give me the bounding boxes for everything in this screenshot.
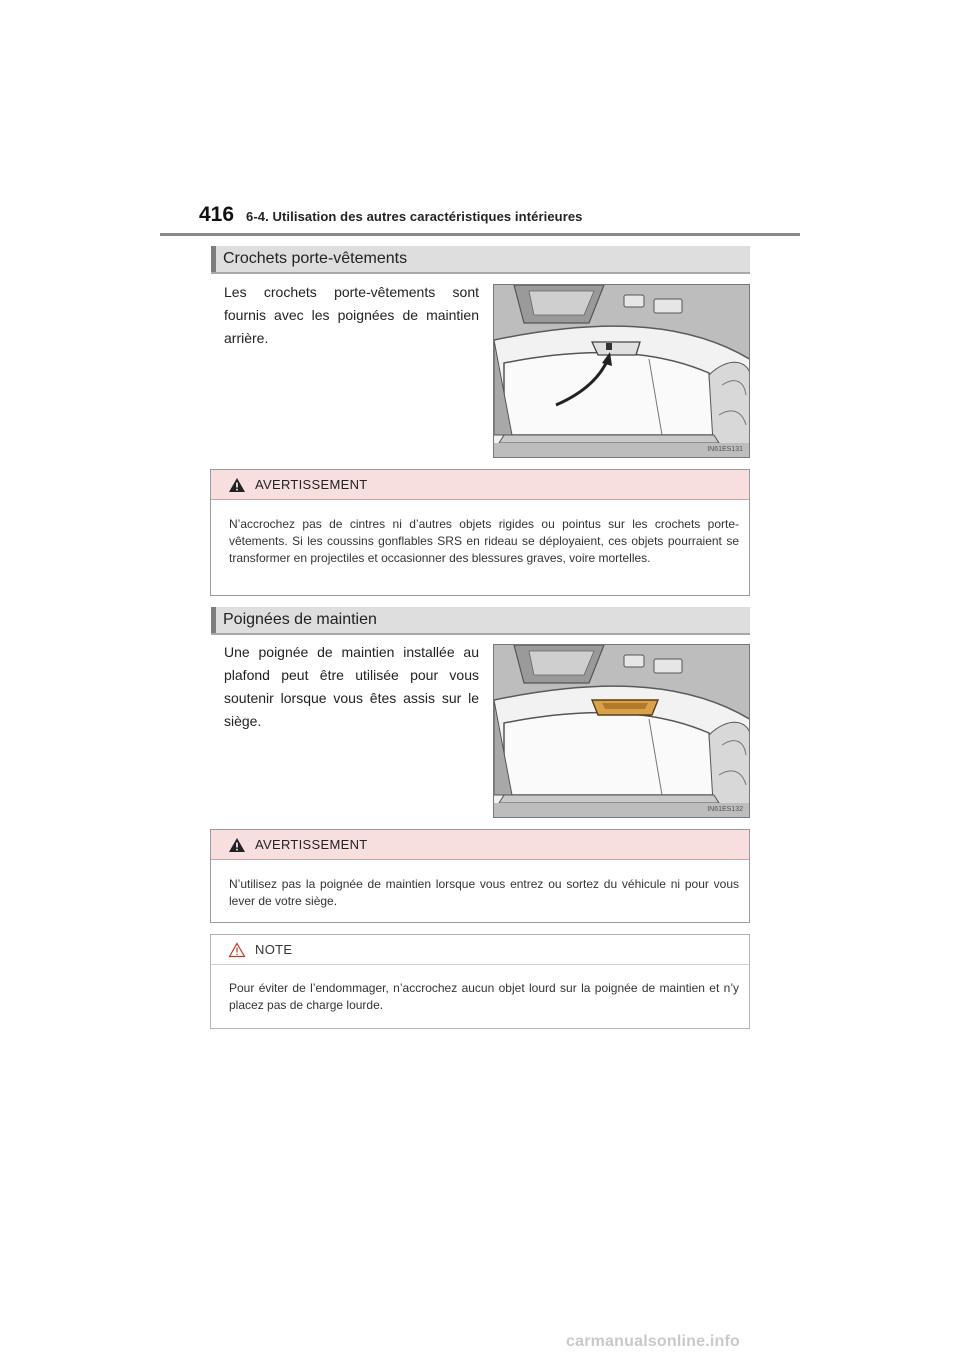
- warning-triangle-icon: [228, 477, 246, 493]
- note-box: [210, 934, 750, 1029]
- chapter-title: 6-4. Utilisation des autres caractéristiques intérieures: [246, 209, 583, 224]
- section-heading-bar: [211, 607, 216, 633]
- section-heading-clothes-hooks: [211, 246, 750, 274]
- warning-text: N’accrochez pas de cintres ni d’autres objets rigides ou pointus sur les crochets porte-vêtements. Si les coussins gonflables SRS en rideau se déployaient, ces objets pourraient se transformer en projectiles et occasionner des blessures graves, voire mortelles.: [229, 517, 739, 565]
- note-header: [211, 935, 749, 965]
- page-number: 416: [199, 203, 235, 226]
- assist-grips-paragraph: Une poignée de maintien installée au plafond peut être utilisée pour vous soutenir lorsque vous êtes assis sur le siège.: [224, 644, 479, 729]
- illustration-code: IN61ES132: [707, 806, 743, 813]
- section-heading-title: Crochets porte-vêtements: [223, 250, 408, 267]
- warning-triangle-icon: [228, 837, 246, 853]
- section-heading-bar: [211, 246, 216, 272]
- warning-text: N’utilisez pas la poignée de maintien lorsque vous entrez ou sortez du véhicule ni pour vous lever de votre siège.: [229, 877, 739, 908]
- car-interior-grip-drawing: [494, 645, 750, 818]
- warning-header: [211, 470, 749, 500]
- caution-outline-triangle-icon: [228, 942, 246, 958]
- car-interior-hook-drawing: [494, 285, 750, 458]
- section-heading-assist-grips: [211, 607, 750, 635]
- note-text: Pour éviter de l’endommager, n’accrochez aucun objet lourd sur la poignée de maintien et n’y placez pas de charge lourde.: [229, 981, 739, 1012]
- warning-box-assist-grips: [210, 829, 750, 923]
- illustration-code: IN61ES131: [707, 446, 743, 453]
- section-heading-title: Poignées de maintien: [223, 611, 377, 628]
- warning-label: AVERTISSEMENT: [255, 477, 368, 492]
- header-rule: [160, 233, 800, 236]
- site-watermark: carmanualsonline.info: [566, 1333, 741, 1350]
- clothes-hook-illustration: [493, 284, 750, 458]
- clothes-hooks-paragraph: Les crochets porte-vêtements sont fournis avec les poignées de maintien arrière.: [224, 284, 479, 346]
- warning-box-clothes-hooks: [210, 469, 750, 596]
- note-label: NOTE: [255, 942, 293, 957]
- warning-header: [211, 830, 749, 860]
- assist-grip-illustration: [493, 644, 750, 818]
- warning-label: AVERTISSEMENT: [255, 837, 368, 852]
